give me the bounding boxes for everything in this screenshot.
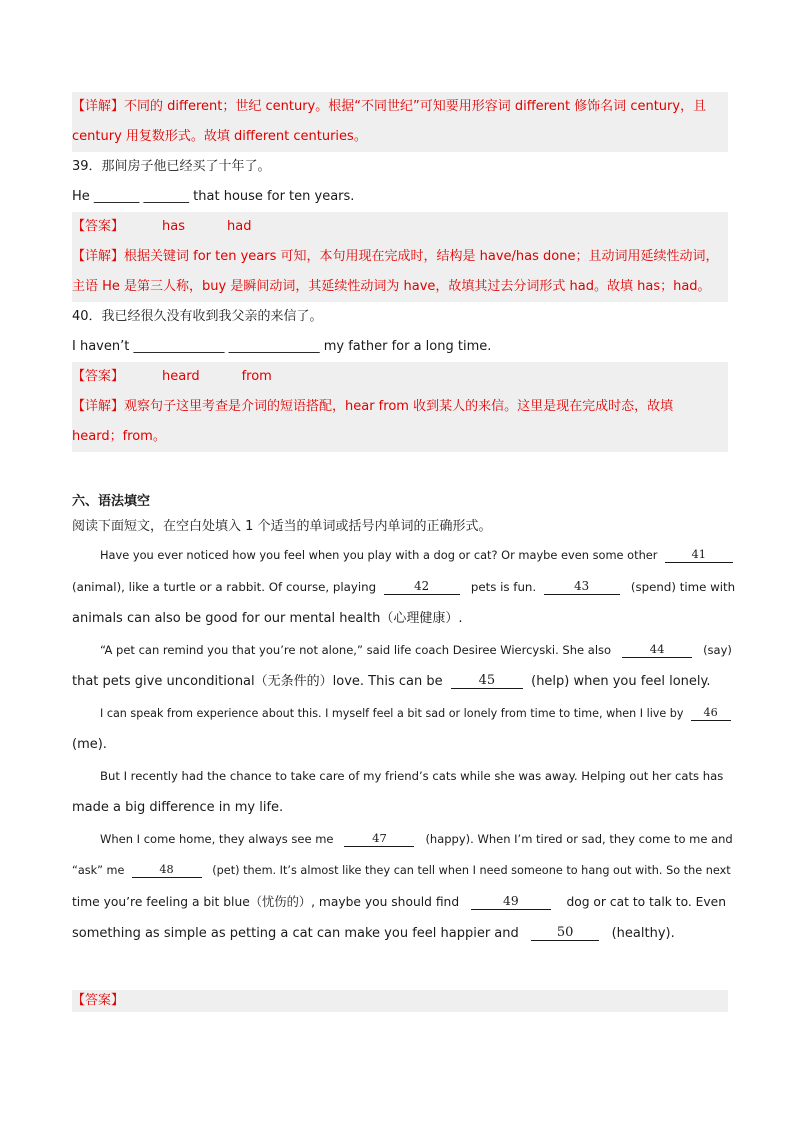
blank-50[interactable]: 50 (531, 925, 599, 941)
passage-line: When I come home, they always see me 47 (happy). When I’m tired or sad, they come to me and (100, 830, 733, 846)
q40-answer-block (72, 362, 728, 452)
passage (72, 540, 736, 950)
section-instruction: 阅读下面短文，在空白处填入 1 个适当的单词或括号内单词的正确形式。 (72, 519, 492, 534)
section-title: 六、语法填空 (72, 494, 151, 509)
document-page (72, 92, 736, 1012)
passage-line: something as simple as petting a cat can make you feel happier and 50 (healthy). (72, 925, 675, 941)
passage-line: that pets give unconditional（无条件的）love. This can be 45 (help) when you feel lonely. (72, 673, 711, 689)
answer-label: 【答案】 (72, 219, 125, 234)
q40-answer-line (72, 362, 728, 392)
passage-line: “ask” me 48 (pet) them. It’s almost like they can tell when I need someone to hang out with. So the next (72, 863, 731, 877)
blank-42[interactable]: 42 (384, 579, 460, 595)
q38-detail-block (72, 92, 728, 152)
passage-line: (me). (72, 737, 107, 752)
q39-answer2: had (227, 219, 252, 234)
blank-46[interactable]: 46 (691, 705, 731, 721)
q40-detail-line2: heard；from。 (72, 429, 166, 444)
q39-question: 39．那间房子他已经买了十年了。 (72, 159, 271, 174)
passage-line: “A pet can remind you that you’re not alone,” said life coach Desiree Wiercyski. She also 44 (say) (100, 641, 732, 657)
passage-line: Have you ever noticed how you feel when you play with a dog or cat? Or maybe even some other 41 (72, 540, 728, 572)
final-answer-label: 【答案】 (72, 990, 728, 1012)
q39-answer-block (72, 212, 728, 302)
q39-answer-line (72, 212, 728, 242)
q39-sentence: He _______ _______ that house for ten years. (72, 189, 355, 204)
q40-sentence: I haven’t ______________ ______________ my father for a long time. (72, 339, 492, 354)
passage-line: (animal), like a turtle or a rabbit. Of course, playing 42 pets is fun. 43 (spend) time with (72, 578, 736, 594)
blank-43[interactable]: 43 (544, 579, 620, 595)
q39-detail-line1: 【详解】根据关键词 for ten years 可知，本句用现在完成时，结构是 have/has done；且动词用延续性动词， (72, 249, 719, 264)
passage-line: But I recently had the chance to take care of my friend’s cats while she was away. Helping out her cats has (100, 768, 724, 783)
passage-line: animals can also be good for our mental health（心理健康）. (72, 611, 463, 626)
q38-detail-line2: century 用复数形式。故填 different centuries。 (72, 129, 367, 144)
blank-48[interactable]: 48 (132, 862, 202, 878)
q40-answer2: from (241, 369, 272, 384)
q39-answer1: has (162, 219, 185, 234)
blank-41[interactable]: 41 (665, 547, 733, 563)
passage-line: made a big difference in my life. (72, 800, 284, 815)
blank-47[interactable]: 47 (344, 831, 414, 847)
answer-label: 【答案】 (72, 369, 125, 384)
blank-45[interactable]: 45 (451, 673, 523, 689)
blank-49[interactable]: 49 (471, 894, 551, 910)
blank-44[interactable]: 44 (622, 642, 692, 658)
q40-detail-line1: 【详解】观察句子这里考查是介词的短语搭配，hear from 收到某人的来信。这里是现在完成时态，故填 (72, 399, 674, 414)
passage-line: time you’re feeling a bit blue（忧伤的）, maybe you should find 49 dog or cat to talk to. Even (72, 893, 726, 909)
q39-detail-line2: 主语 He 是第三人称，buy 是瞬间动词，其延续性动词为 have，故填其过去分词形式 had。故填 has；had。 (72, 279, 711, 294)
passage-line: I can speak from experience about this. I myself feel a bit sad or lonely from time to time, when I live by 46 (72, 698, 728, 730)
q40-answer1: heard (162, 369, 200, 384)
q40-question: 40．我已经很久没有收到我父亲的来信了。 (72, 309, 323, 324)
q38-detail-line1: 【详解】不同的 different；世纪 century。根据“不同世纪”可知要用形容词 different 修饰名词 century，且 (72, 99, 707, 114)
